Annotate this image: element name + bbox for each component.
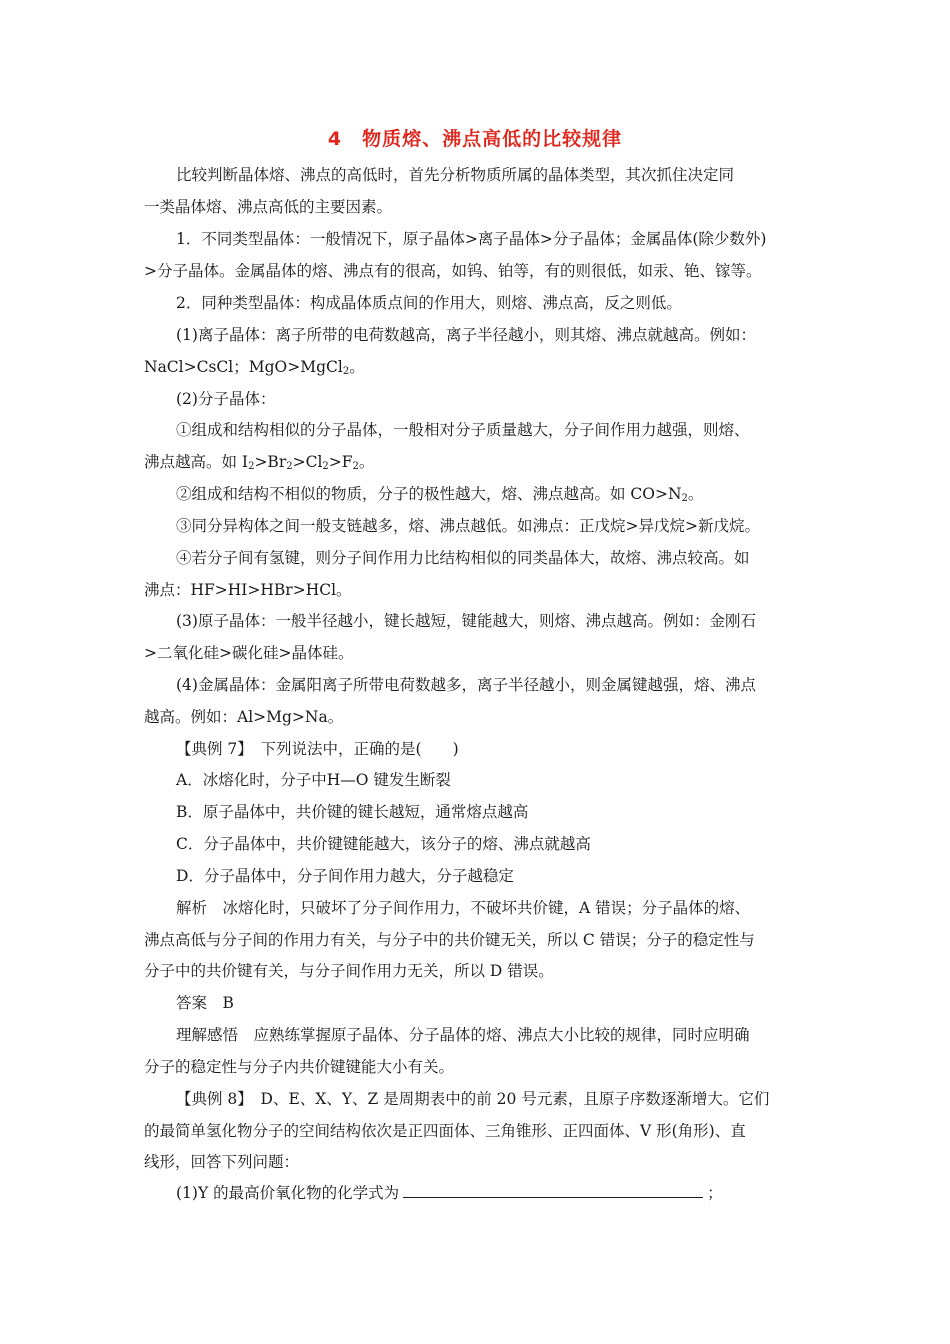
example-8-stem-line-1: 【典例 8】 D、E、X、Y、Z 是周期表中的前 20 号元素，且原子序数逐渐增大。它们 bbox=[176, 1090, 770, 1108]
molecular-rule-1-line-1: ①组成和结构相似的分子晶体，一般相对分子质量越大，分子间作用力越强，则熔、 bbox=[176, 421, 750, 439]
example-8-question-1: (1)Y 的最高价氧化物的化学式为 ； bbox=[176, 1184, 723, 1202]
intro-line-2: 一类晶体熔、沸点高低的主要因素。 bbox=[144, 198, 393, 216]
molecular-rule-3: ③同分异构体之间一般支链越多，熔、沸点越低。如沸点：正戊烷>异戊烷>新戊烷。 bbox=[176, 517, 760, 535]
atomic-crystal-line-1: (3)原子晶体：一般半径越小，键长越短，键能越大，则熔、沸点越高。例如：金刚石 bbox=[176, 612, 756, 630]
example-7-analysis-line-3: 分子中的共价键有关，与分子间作用力无关，所以 D 错误。 bbox=[144, 962, 554, 980]
example-7-analysis-line-1: 解析 冰熔化时，只破坏了分子间作用力，不破坏共价键，A 错误；分子晶体的熔、 bbox=[176, 899, 751, 917]
rule-1-line-1: 1．不同类型晶体：一般情况下，原子晶体>离子晶体>分子晶体；金属晶体(除少数外) bbox=[176, 230, 767, 248]
section-title: 4 物质熔、沸点高低的比较规律 bbox=[327, 128, 623, 150]
intro-line-1: 比较判断晶体熔、沸点的高低时，首先分析物质所属的晶体类型，其次抓住决定同 bbox=[176, 166, 735, 184]
ionic-crystal-line-2: NaCl>CsCl；MgO>MgCl$_2$。 bbox=[144, 358, 365, 377]
example-7-analysis-line-2: 沸点高低与分子间的作用力有关，与分子中的共价键无关，所以 C 错误；分子的稳定性与 bbox=[144, 931, 755, 949]
example-7-insight-line-1: 理解感悟 应熟练掌握原子晶体、分子晶体的熔、沸点大小比较的规律，同时应明确 bbox=[176, 1026, 750, 1044]
example-8-stem-line-3: 线形，回答下列问题： bbox=[144, 1153, 300, 1171]
ionic-crystal-line-1: (1)离子晶体：离子所带的电荷数越高，离子半径越小，则其熔、沸点就越高。例如： bbox=[176, 326, 756, 344]
metallic-crystal-line-2: 越高。例如：Al>Mg>Na。 bbox=[144, 708, 344, 726]
atomic-crystal-line-2: >二氧化硅>碳化硅>晶体硅。 bbox=[144, 644, 354, 662]
molecular-rule-4-line-2: 沸点：HF>HI>HBr>HCl。 bbox=[144, 581, 352, 599]
rule-1-line-2: >分子晶体。金属晶体的熔、沸点有的很高，如钨、铂等，有的则很低，如汞、铯、镓等。 bbox=[144, 262, 762, 280]
example-7-option-b: B．原子晶体中，共价键的键长越短，通常熔点越高 bbox=[176, 803, 529, 821]
molecular-rule-1-line-2: 沸点越高。如 $I_2>Br_2>Cl_2>F_2$。 bbox=[144, 453, 375, 472]
example-7-answer: 答案 B bbox=[176, 994, 234, 1012]
metallic-crystal-line-1: (4)金属晶体：金属阳离子所带电荷数越多，离子半径越小，则金属键越强，熔、沸点 bbox=[176, 676, 756, 694]
answer-blank[interactable] bbox=[403, 1183, 703, 1198]
example-8-stem-line-2: 的最简单氢化物分子的空间结构依次是正四面体、三角锥形、正四面体、V 形(角形)、直 bbox=[144, 1122, 746, 1140]
example-7-option-a: A．冰熔化时，分子中H—O 键发生断裂 bbox=[176, 771, 451, 789]
rule-2: 2．同种类型晶体：构成晶体质点间的作用大，则熔、沸点高，反之则低。 bbox=[176, 294, 682, 312]
molecular-rule-4-line-1: ④若分子间有氢键，则分子间作用力比结构相似的同类晶体大，故熔、沸点较高。如 bbox=[176, 549, 750, 567]
molecular-rule-2: ②组成和结构不相似的物质，分子的极性越大，熔、沸点越高。如 $CO>N_2$。 bbox=[176, 485, 704, 504]
molecular-crystal-heading: (2)分子晶体： bbox=[176, 390, 276, 408]
example-7-option-c: C．分子晶体中，共价键键能越大，该分子的熔、沸点就越高 bbox=[176, 835, 591, 853]
example-7-option-d: D．分子晶体中，分子间作用力越大，分子越稳定 bbox=[176, 867, 514, 885]
example-7-insight-line-2: 分子的稳定性与分子内共价键键能大小有关。 bbox=[144, 1058, 455, 1076]
example-7-stem: 【典例 7】 下列说法中，正确的是( ) bbox=[176, 740, 459, 758]
